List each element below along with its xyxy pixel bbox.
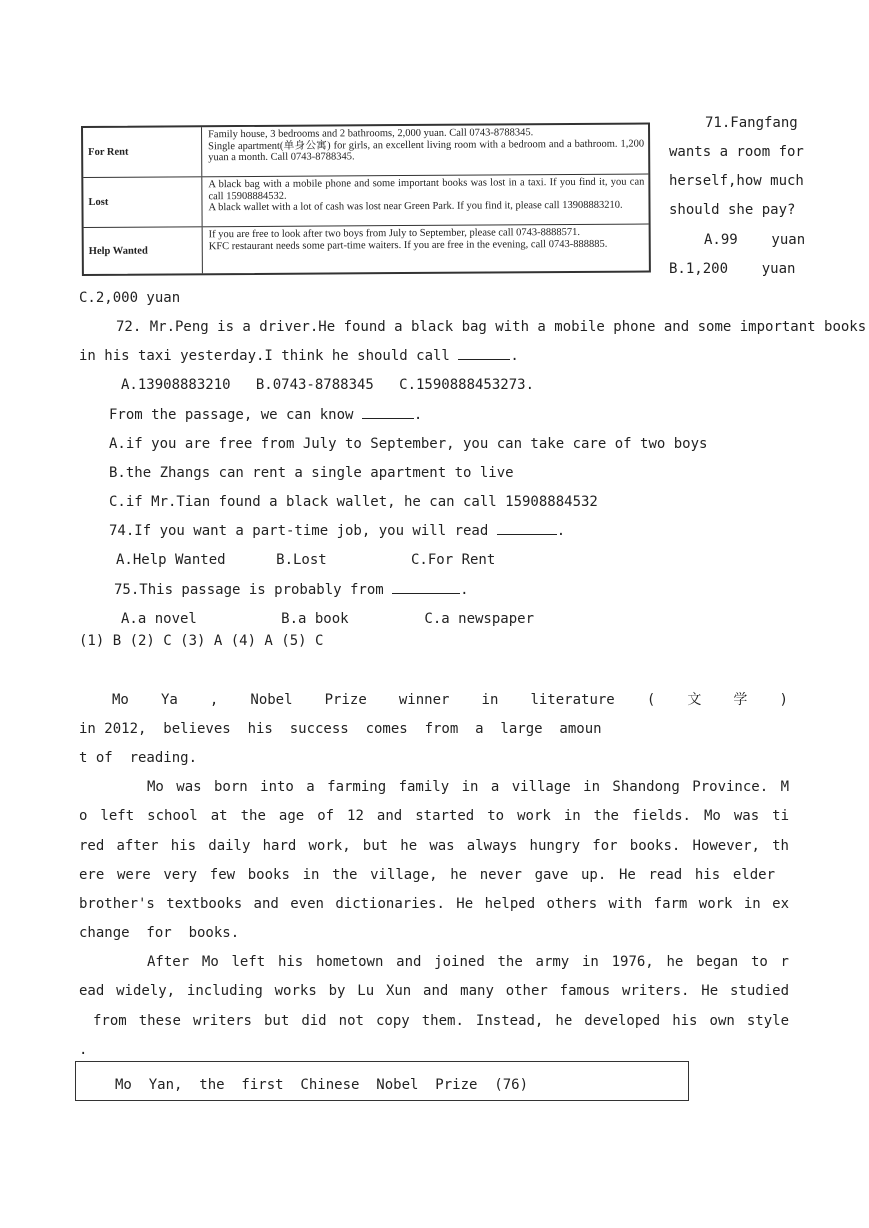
q71-stem: should she pay? xyxy=(669,202,796,218)
q71-option-a: A.99 yuan xyxy=(704,232,806,248)
passage-word: in xyxy=(481,692,499,708)
q73-option-a: A.if you are free from July to September, you can take care of two boys xyxy=(109,436,708,452)
passage-word: , xyxy=(209,692,219,708)
passage-word: 文 xyxy=(687,692,702,708)
notice-heading: Help Wanted xyxy=(84,227,203,274)
q73-stem: From the passage, we can know . xyxy=(109,407,423,423)
q72-stem: in his taxi yesterday.I think he should call . xyxy=(79,348,519,364)
passage-line: from these writers but did not copy them. Instead, he developed his own style xyxy=(93,1013,789,1029)
passage-line: brother's textbooks and even dictionaries. He helped others with farm work in ex xyxy=(79,896,789,912)
notice-text: Family house, 3 bedrooms and 2 bathrooms, 2,000 yuan. Call 0743-8788345. xyxy=(208,127,534,141)
passage-line: Mo was born into a farming family in a village in Shandong Province. M xyxy=(147,779,789,795)
notice-row-help-wanted xyxy=(84,225,649,274)
passage-line: o left school at the age of 12 and started to work in the fields. Mo was ti xyxy=(79,808,789,824)
summary-box xyxy=(75,1061,689,1101)
notice-row-for-rent xyxy=(83,125,648,178)
notice-heading: For Rent xyxy=(83,127,202,177)
q73-option-b: B.the Zhangs can rent a single apartment to live xyxy=(109,465,514,481)
notice-text: Single apartment(单身公寓) for girls, an excellent living room with a bedroom and a bathroom. 1,200 yuan a month. Call 0743-8788345. xyxy=(208,138,645,164)
q71-stem: herself,how much xyxy=(669,173,804,189)
q74-stem: 74.If you want a part-time job, you will read . xyxy=(109,523,566,539)
notice-content xyxy=(202,125,648,177)
passage-line: After Mo left his hometown and joined the army in 1976, he began to r xyxy=(147,954,789,970)
passage-word: ) xyxy=(779,692,788,708)
notice-content xyxy=(203,225,649,274)
passage-line: ead widely, including works by Lu Xun and many other famous writers. He studied xyxy=(79,983,789,999)
answer-blank xyxy=(362,406,414,419)
q75-options: A.a novel B.a book C.a newspaper xyxy=(121,611,535,627)
notice-text: If you are free to look after two boys from July to September, please call 0743-8888571. xyxy=(208,226,581,241)
passage-word: Ya xyxy=(160,692,178,708)
q72-options: A.13908883210 B.0743-8788345 C.1590888453273. xyxy=(121,377,535,393)
q74-options: A.Help Wanted B.Lost C.For Rent xyxy=(116,552,496,568)
passage-word: Mo xyxy=(112,692,129,708)
passage-word: winner xyxy=(398,692,450,708)
passage-word: literature xyxy=(530,692,615,708)
notice-text: KFC restaurant needs some part-time waiters. If you are free in the evening, call 0743-888885. xyxy=(208,238,608,252)
passage-line: . xyxy=(79,1042,88,1058)
answer-blank xyxy=(497,522,557,535)
passage-line xyxy=(112,691,788,709)
q75-stem-text: 75.This passage is probably from xyxy=(114,582,384,598)
passage-line: in 2012, believes his success comes from a large amoun xyxy=(79,721,602,737)
notice-text: A black wallet with a lot of cash was lost near Green Park. If you find it, please call 13908883210. xyxy=(208,199,623,214)
answer-blank xyxy=(458,347,510,360)
q73-option-c: C.if Mr.Tian found a black wallet, he can call 15908884532 xyxy=(109,494,598,510)
answer-blank xyxy=(392,581,460,594)
answer-key: (1) B (2) C (3) A (4) A (5) C xyxy=(79,633,324,649)
notice-content xyxy=(202,175,648,227)
q71-option-b: B.1,200 yuan xyxy=(669,261,796,277)
notice-heading: Lost xyxy=(83,177,202,227)
passage-word: Nobel xyxy=(250,692,293,708)
passage-word: 学 xyxy=(733,692,748,708)
passage-line: red after his daily hard work, but he was always hungry for books. However, th xyxy=(79,838,789,854)
q74-stem-text: 74.If you want a part-time job, you will read xyxy=(109,523,489,539)
summary-text: Mo Yan, the first Chinese Nobel Prize (76) xyxy=(115,1077,529,1093)
q75-stem: 75.This passage is probably from . xyxy=(114,582,469,598)
passage-word: Prize xyxy=(324,692,367,708)
q71-option-c: C.2,000 yuan xyxy=(79,290,181,306)
q73-stem-text: From the passage, we can know xyxy=(109,407,354,423)
q71-stem: wants a room for xyxy=(669,144,804,160)
passage-line: t of reading. xyxy=(79,750,198,766)
passage-line: change for books. xyxy=(79,925,240,941)
notice-text: A black bag with a mobile phone and some important books was lost in a taxi. If you find it, you can call 15908884532. xyxy=(208,176,645,202)
notice-row-lost xyxy=(83,175,648,228)
q71-stem: 71.Fangfang xyxy=(705,115,798,131)
notice-table xyxy=(81,123,651,276)
passage-line: ere were very few books in the village, he never gave up. He read his elder xyxy=(79,867,775,883)
passage-word: ( xyxy=(646,692,656,708)
q72-stem: 72. Mr.Peng is a driver.He found a black bag with a mobile phone and some important books xyxy=(116,319,867,335)
q72-stem-text: in his taxi yesterday.I think he should call xyxy=(79,348,450,364)
